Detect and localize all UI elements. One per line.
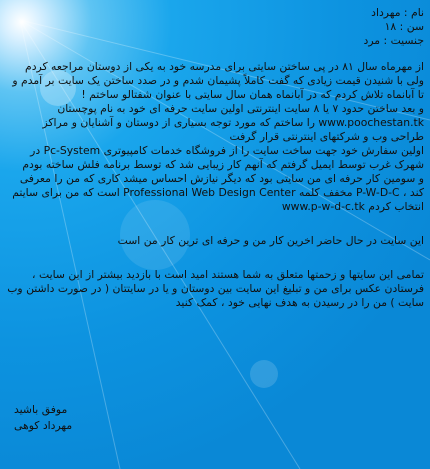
closing-wish: موفق باشید (14, 403, 68, 416)
paragraph-poochestan: و بعد ساختن حدود ۷ یا ۸ سایت اینترنتی اولین سایت حرفه ای خود به نام پوچستان www.poochestan.tk را ساختم که مورد توجه بسیاری از دوستان و آشنایان و مراکز طراحی وب و شرکتهای اینترنتی قرار گرفت (42, 102, 424, 143)
gender-line: جنسیت : مرد (363, 34, 424, 47)
paragraph-pwdc: و سومین کار حرفه ای من سایتی بود که دیگر نیازش احساس میشد کاری که من را معرفی کند ، P-W-D-C مخفف کلمه Professional Web Design Center است که من برای سایتم انتخاب کردم www.p-w-d-c.tk (12, 172, 424, 213)
author-name: مهرداد کوهی (14, 419, 73, 432)
age-line: سن : ۱۸ (384, 20, 424, 33)
name-line: نام : مهرداد (371, 6, 424, 19)
paragraph-start: از مهرماه سال ۸۱ در پی ساختن سایتی برای مدرسه خود به یکی از دوستان مراجعه کردم ولی با شنیدن قیمت زیادی که گفت کاملاً پشیمان شدم و در صدد ساختن یک سایت بر آمدم و تا آبانماه تلاش کردم که در آبانماه همان سال سایتی با عنوان شفتالو ساختم ! (12, 60, 424, 101)
profile-info (6, 6, 424, 48)
lens-flare (250, 360, 278, 388)
paragraph-current: این سایت در حال حاضر اخرین کار من و حرفه ای ترین کار من است (117, 234, 424, 247)
biography-document (6, 6, 424, 310)
paragraph-request: تمامی این سایتها و زحمتها متعلق به شما هستند امید است با بازدید بیشتر از این سایت ، فرستادن عکس برای من و تبلیغ این سایت بین دوستان و یا در سایتتان ( در صورت داشتن وب سایت ) من را در رسیدن به هدف نهایی خود ، کمک کنید (7, 268, 424, 309)
closing-signature (14, 402, 72, 434)
paragraph-first-order: اولین سفارش خود جهت ساخت سایت را از فروشگاه خدمات کامپیوتری Pc-System در شهرک غرب توسط ایمیل گرفتم که آنهم کار زیبایی شد که توسط برنامه فلش ساخته بودم (22, 144, 424, 171)
biography-text (6, 60, 424, 310)
